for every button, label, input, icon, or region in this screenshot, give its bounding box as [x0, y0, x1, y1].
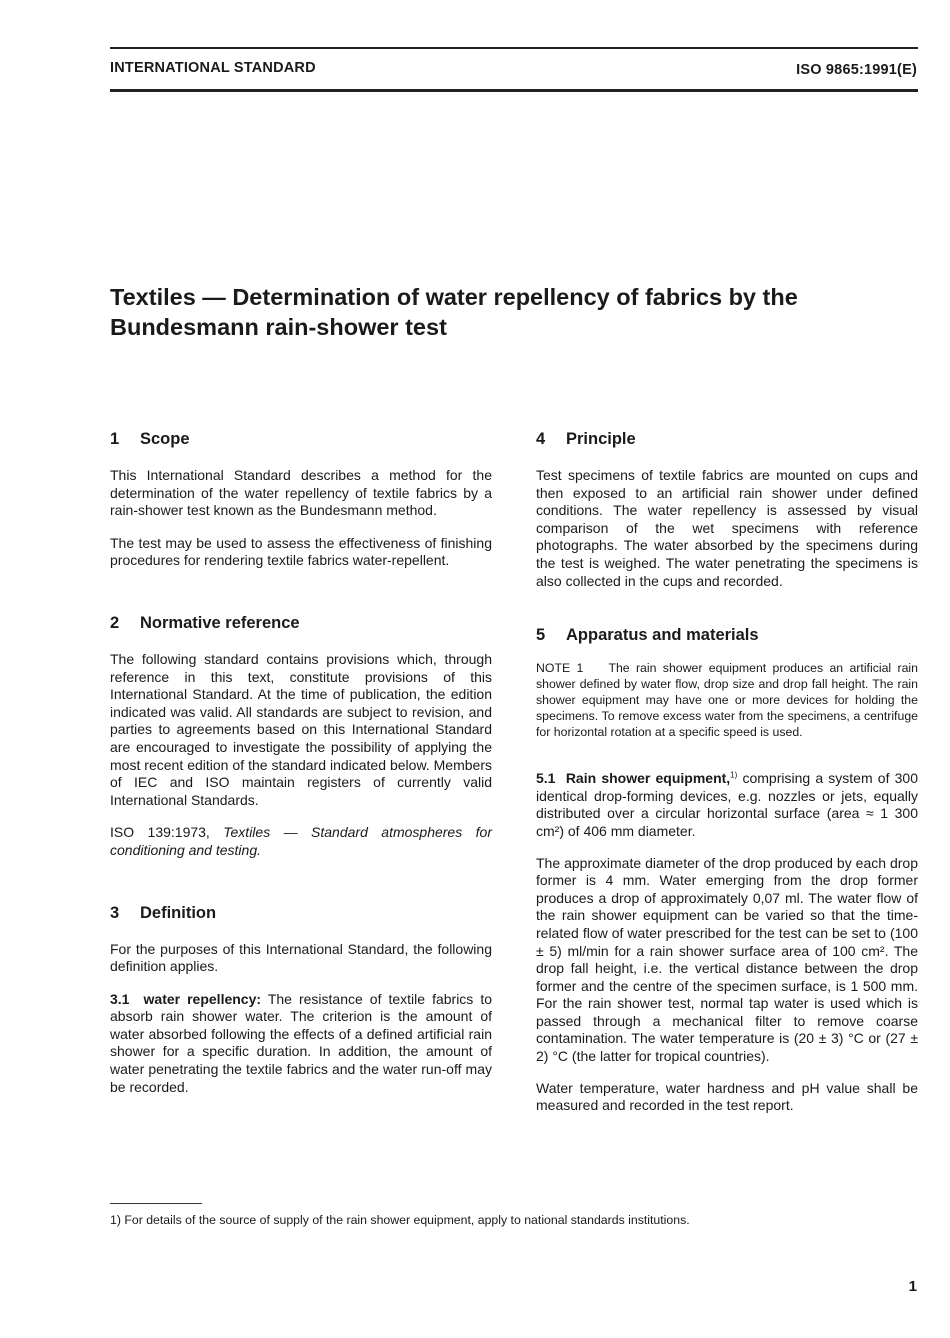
header-standard-number: ISO 9865:1991(E): [796, 62, 917, 78]
reference-title: Textiles — Standard atmospheres for conditioning and testing.: [110, 824, 492, 858]
header-standard-type: INTERNATIONAL STANDARD: [110, 60, 316, 76]
section-title: Definition: [140, 903, 217, 922]
clause-text: comprising a system of 300 identical drop-forming devices, e.g. nozzles or jets, equally distributed over a circular horizontal surface (area ≈ 1 300 cm²) of 406 mm diameter.: [536, 770, 918, 839]
section-number: 3: [110, 903, 120, 922]
clause-title: Rain shower equipment,: [565, 770, 731, 787]
section-title: Scope: [140, 430, 190, 448]
footnote-marker: 1): [730, 770, 738, 780]
clause-number: 5.1: [536, 770, 556, 787]
section-heading-normative-reference: [110, 612, 492, 634]
section-title: Normative reference: [140, 613, 300, 632]
definition-paragraph: For the purposes of this International Standard, the following definition applies.: [110, 940, 492, 975]
apparatus-paragraph-3: Water temperature, water hardness and pH value shall be measured and recorded in the test report.: [536, 1079, 918, 1114]
page-number: 1: [908, 1278, 917, 1295]
section-heading-scope: [110, 428, 492, 450]
reference-code: ISO 139:1973,: [110, 824, 224, 841]
section-title: Principle: [566, 430, 636, 448]
apparatus-paragraph-2: The approximate diameter of the drop produced by each drop former is 4 mm. Water emerging from the drop former produces a drop of approximately 0,07 ml. The water flow of the rain shower equipment can be varied so that the time-related flow of water prescribed for the test can be set to (100 ± 5) ml/min for a rain shower surface area of 100 cm². The drop fall height, i.e. the vertical distance between the drop former and the centre of the specimen surface, is 1 500 mm. For the rain shower test, normal tap water is used which is passed through a mechanical filter to remove coarse contamination. The water temperature is (20 ± 3) °C or (27 ± 2) °C (the latter for tropical countries).: [536, 854, 918, 1065]
document-title: [110, 282, 910, 342]
section-number: 1: [110, 430, 120, 448]
term-name: water repellency:: [143, 990, 262, 1007]
scope-paragraph-2: The test may be used to assess the effectiveness of finishing procedures for rendering textile fabrics water-repellent.: [110, 534, 492, 569]
normative-reference-item: [110, 824, 492, 859]
footnote: 1) For details of the source of supply of the rain shower equipment, apply to national standards institutions.: [110, 1213, 690, 1227]
term-number: 3.1: [110, 990, 130, 1007]
principle-paragraph: Test specimens of textile fabrics are mounted on cups and then exposed to an artificial rain shower under defined conditions. The water repellency is assessed by visual comparison of the wet specimens with reference photographs. The water absorbed by the specimens during the test is weighed. The water penetrating the specimens is also collected in the cups and recorded.: [536, 467, 918, 589]
term-definition: The resistance of textile fabrics to absorb rain shower water. The criterion is the amount of water absorbed following the effects of a defined artificial rain shower for a specific duration. In addition, the amount of water penetrating the textile fabrics and the water run-off may be recorded.: [110, 990, 493, 1095]
top-rule: [110, 47, 918, 49]
left-column: [110, 428, 492, 1096]
section-heading-definition: [110, 902, 492, 924]
header-bottom-rule: [110, 89, 918, 92]
section-heading-apparatus: [536, 624, 918, 646]
section-number: 5: [536, 626, 546, 645]
title-line-1: Textiles — Determination of water repellency of fabrics by the: [110, 284, 798, 310]
section-heading-principle: [536, 428, 918, 450]
footnote-rule: [110, 1203, 202, 1204]
right-column: [536, 428, 922, 1115]
section-number: 2: [110, 613, 120, 632]
section-number: 4: [536, 430, 546, 448]
definition-term: [110, 991, 492, 1097]
rain-shower-equipment-clause: [536, 770, 918, 840]
apparatus-note: NOTE 1 The rain shower equipment produces an artificial rain shower defined by water flow, drop size and drop fall height. The rain shower equipment may have one or more devices for holding the specimens. To remove excess water from the specimens, a centrifuge for horizontal rotation at a specific speed is used.: [536, 661, 922, 740]
title-line-2: Bundesmann rain-shower test: [110, 314, 447, 340]
section-title: Apparatus and materials: [566, 626, 759, 645]
scope-paragraph-1: This International Standard describes a method for the determination of the water repellency of textile fabrics by a rain-shower test known as the Bundesmann method.: [110, 467, 492, 519]
normative-paragraph: The following standard contains provisions which, through reference in this text, constitute provisions of this International Standard. At the time of publication, the edition indicated was valid. All standards are subject to revision, and parties to agreements based on this International Standard are encouraged to investigate the possibility of applying the most recent edition of the standard indicated below. Members of IEC and ISO maintain registers of currently valid International Standards.: [110, 650, 492, 808]
